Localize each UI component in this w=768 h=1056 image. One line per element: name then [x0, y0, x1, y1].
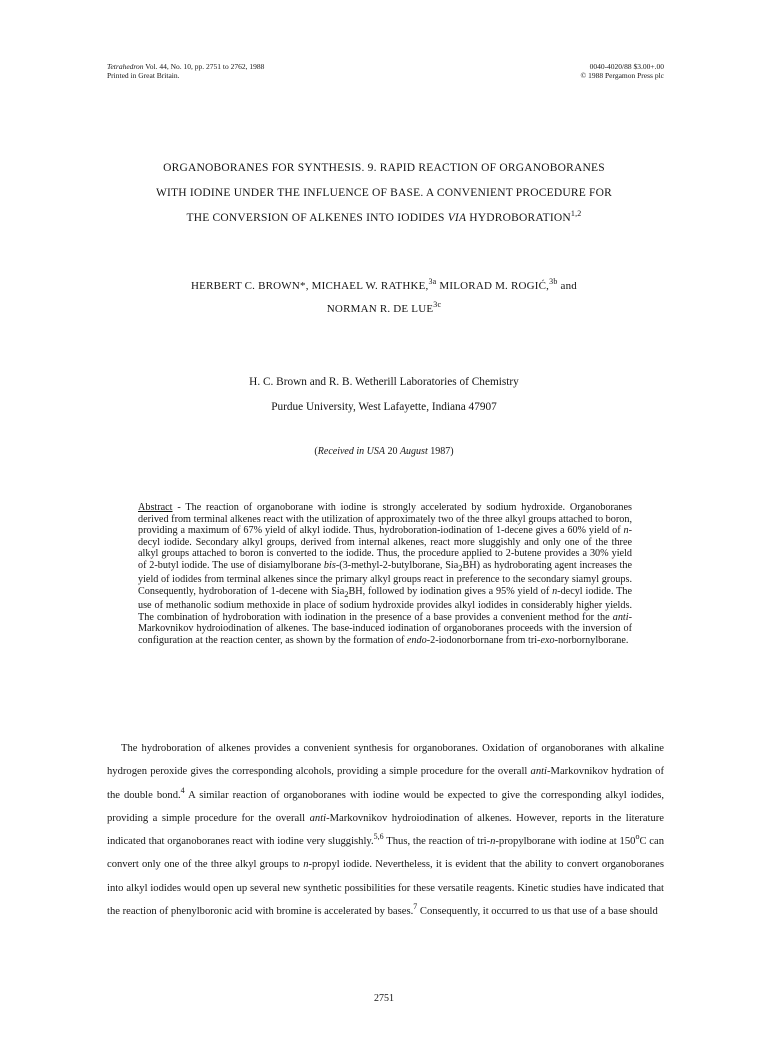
title-line-2: WITH IODINE UNDER THE INFLUENCE OF BASE. A CONVENIENT PROCEDURE FOR [155, 187, 613, 199]
abstract: Abstract - The reaction of organoborane with iodine is strongly accelerated by sodium hydroxide. Organoboranes derived from terminal alkenes react with the utilization of approximately two of the three alkyl groups attached to boron, providing a maximum of 67% yield of alkyl iodide. Thus, hydroboration-iodination of 1-decene gives a 60% yield of n-decyl iodide. Secondary alkyl groups, derived from internal alkenes, react more sluggishly and only one of the three alkyl groups attached to boron is converted to the iodide. Thus, the procedure applied to 2-butene provides a 30% yield of 2-butyl iodide. The use of disiamylborane bis-(3-methyl-2-butylborane, Sia$_2$BH) as hydroborating agent increases the yield of iodides from terminal alkenes since the primary alkyl groups react in preference to the secondary siamyl groups. Consequently, hydroboration of 1-decene with Sia$_2$BH, followed by iodination gives a 95% yield of n-decyl iodide. The use of methanolic sodium methoxide in place of sodium hydroxide provides alkyl iodides in considerably higher yields. The combination of hydroboration with iodination in the presence of a base provides a convenient method for the anti-Markovnikov hydroiodination of alkenes. The base-induced iodination of organoboranes proceeds with the inversion of configuration at the reaction center, as shown by the formation of endo-2-iodonorbornane from tri-exo-norbornylborane. [138, 502, 633, 646]
affiliation-line-2: Purdue University, West Lafayette, Indiana 47907 [271, 401, 497, 413]
paper-title [60, 156, 708, 231]
title-line-1: ORGANOBORANES FOR SYNTHESIS. 9. RAPID REACTION OF ORGANOBORANES [163, 162, 605, 174]
received-date: (Received in USA 20 August 1987) [314, 446, 454, 457]
body-text [107, 737, 664, 923]
journal-header [107, 62, 264, 80]
copyright: © 1988 Pergamon Press plc [580, 71, 664, 80]
author-list [60, 275, 708, 321]
authors-line-2: NORMAN R. DE $LUE^{3c}$ [326, 300, 442, 315]
affiliation-line-1: H. C. Brown and R. B. Wetherill Laboratories of Chemistry [249, 376, 519, 388]
printed-in: Printed in Great Britain. [107, 71, 180, 80]
body-paragraph: The hydroboration of alkenes provides a convenient synthesis for organoboranes. Oxidation of organoboranes with alkaline hydrogen peroxide gives the corresponding alcohols, providing a simple procedure for the overall anti-Markovnikov hydration of the double bond.$^4$ A similar reaction of organoboranes with iodine would be expected to give the corresponding alkyl iodides, providing a simple procedure for the overall anti-Markovnikov hydroiodination of alkenes. However, reports in the literature indicated that organoboranes react with iodine very sluggishly.$^{5,6}$ Thus, the reaction of tri-n-propylborane with iodine at 150$^o$C can convert only one of the three alkyl groups to n-propyl iodide. Nevertheless, it is evident that the ability to convert organoboranes into alkyl iodides would open up several new synthetic possibilities for these versatile reagents. Kinetic studies have indicated that the reaction of phenylboronic acid with bromine is accelerated by bases.$^7$ Consequently, it occurred to us that use of a base should [107, 743, 664, 918]
title-line-3: THE CONVERSION OF ALKENES INTO IODIDES VIA HYDROBORATION$^{1,2}$ [186, 209, 582, 224]
page-number: 2751 [374, 993, 394, 1004]
abstract-label: Abstract [138, 502, 173, 513]
authors-line-1: HERBERT C. BROWN*, MICHAEL W. RATHKE,$^{3a}$ MILORAD M. ROGIĆ,$^{3b}$ and [191, 277, 577, 292]
publisher-header [581, 62, 664, 80]
issn-code: 0040-4020/88 $3.00+.00 [589, 62, 664, 71]
affiliation [60, 370, 708, 420]
journal-citation: Tetrahedron Vol. 44, No. 10, pp. 2751 to 2762, 1988 [107, 62, 265, 71]
